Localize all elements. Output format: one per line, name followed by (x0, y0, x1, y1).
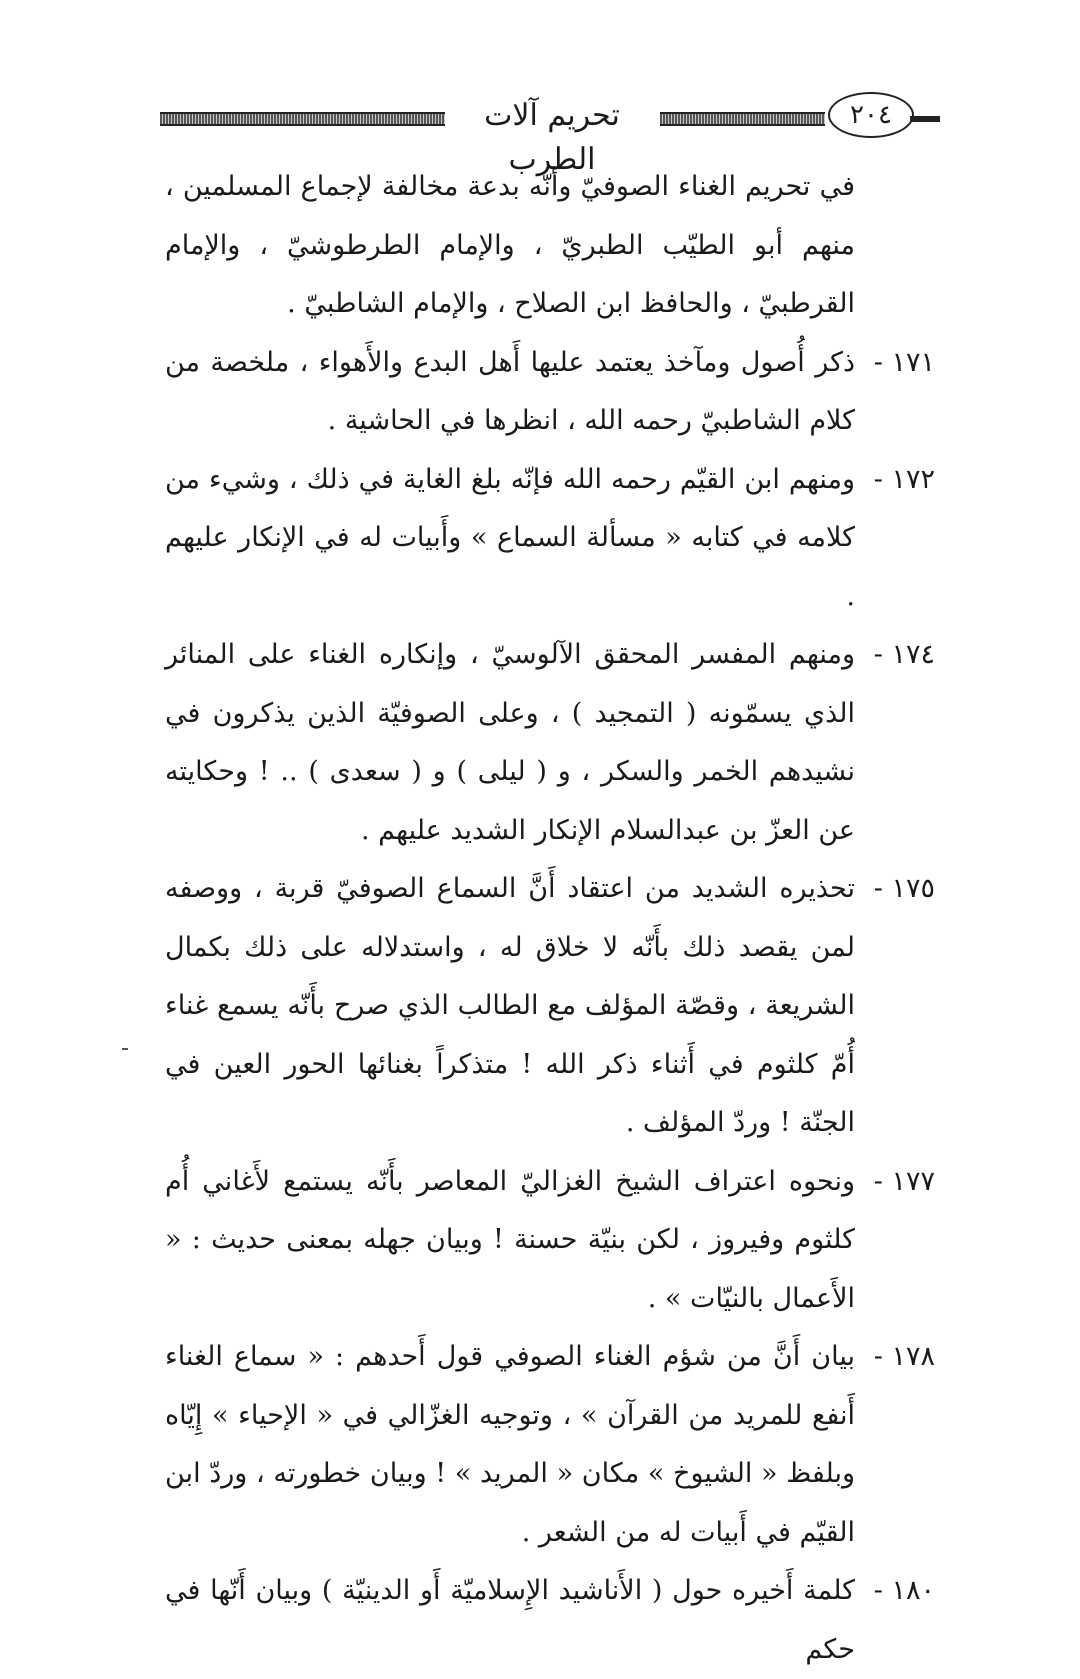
page-number: ٢٠٤ (828, 92, 914, 138)
item-text: تحذيره الشديد من اعتقاد أَنَّ السماع الصوفيّ قربة ، ووصفه لمن يقصد ذلك بأَنّه لا خلاق له ، واستدلاله على ذلك بكمال الشريعة ، وقصّة المؤلف مع الطالب الذي صرح بأَنّه يسمع غناء أُمّ كلثوم في أَثناء ذكر الله ! متذكراً بغنائها الحور العين في الجنّة ! وردّ المؤلف . (165, 873, 855, 1138)
list-item (165, 1153, 935, 1329)
page-body (165, 158, 935, 1679)
list-item (165, 451, 935, 627)
header-rule-tail (910, 116, 940, 122)
running-title: تحريم آلات الطرب (484, 98, 620, 177)
item-number: ١٧٢ - (873, 463, 935, 495)
header-rule-left (160, 112, 445, 126)
item-text: ومنهم ابن القيّم رحمه الله فإنّه بلغ الغاية في ذلك ، وشيء من كلامه في كتابه « مسألة السماع » وأَبيات له في الإنكار عليهم . (165, 463, 855, 612)
list-item (165, 860, 935, 1153)
list-item (165, 1562, 935, 1679)
item-number: ١٧١ - (873, 346, 935, 378)
intro-paragraph: في تحريم الغناء الصوفيّ وأنّه بدعة مخالفة لإجماع المسلمين ، منهم أبو الطيّب الطبريّ ، والإمام الطرطوشيّ ، والإمام القرطبيّ ، والحافظ ابن الصلاح ، والإمام الشاطبيّ . (165, 171, 855, 319)
item-number: ١٧٨ - (873, 1341, 935, 1372)
header-rule-right (660, 112, 825, 126)
item-number: ١٧٧ - (873, 1165, 935, 1197)
list-item (165, 626, 935, 860)
item-text: ذكر أُصول ومآخذ يعتمد عليها أَهل البدع والأَهواء ، ملخصة من كلام الشاطبيّ رحمه الله ، انظرها في الحاشية . (165, 346, 855, 436)
list-item (165, 1328, 935, 1562)
item-number: ١٧٥ - (873, 873, 935, 904)
item-text: ومنهم المفسر المحقق الآلوسيّ ، وإنكاره الغناء على المنائر الذي يسمّونه ( التمجيد ) ، وعلى الصوفيّة الذين يذكرون في نشيدهم الخمر والسكر ، و ( ليلى ) و ( سعدى ) .. ! وحكايته عن العزّ بن عبدالسلام الإنكار الشديد عليهم . (165, 639, 855, 846)
item-text: ونحوه اعتراف الشيخ الغزاليّ المعاصر بأَنّه يستمع لأَغاني أُم كلثوم وفيروز ، لكن بنيّة حسنة ! وبيان جهله بمعنى حديث : « الأَعمال بالنيّات » . (165, 1165, 855, 1314)
item-number: ١٨٠ - (873, 1575, 935, 1606)
item-text: بيان أَنَّ من شؤم الغناء الصوفي قول أَحدهم : « سماع الغناء أَنفع للمريد من القرآن » ، وتوجيه الغزّالي في « الإحياء » إِيّاه وبلفظ « الشيوخ » مكان « المريد » ! وبيان خطورته ، وردّ ابن القيّم في أَبيات له من الشعر . (165, 1341, 855, 1548)
scan-mark (122, 1048, 128, 1050)
item-number: ١٧٤ - (873, 639, 935, 670)
item-text: كلمة أَخيره حول ( الأَناشيد الإِسلاميّة أَو الدينيّة ) وبيان أَنّها في حكم (165, 1575, 855, 1665)
page-header (160, 88, 940, 177)
list-item (165, 334, 935, 451)
